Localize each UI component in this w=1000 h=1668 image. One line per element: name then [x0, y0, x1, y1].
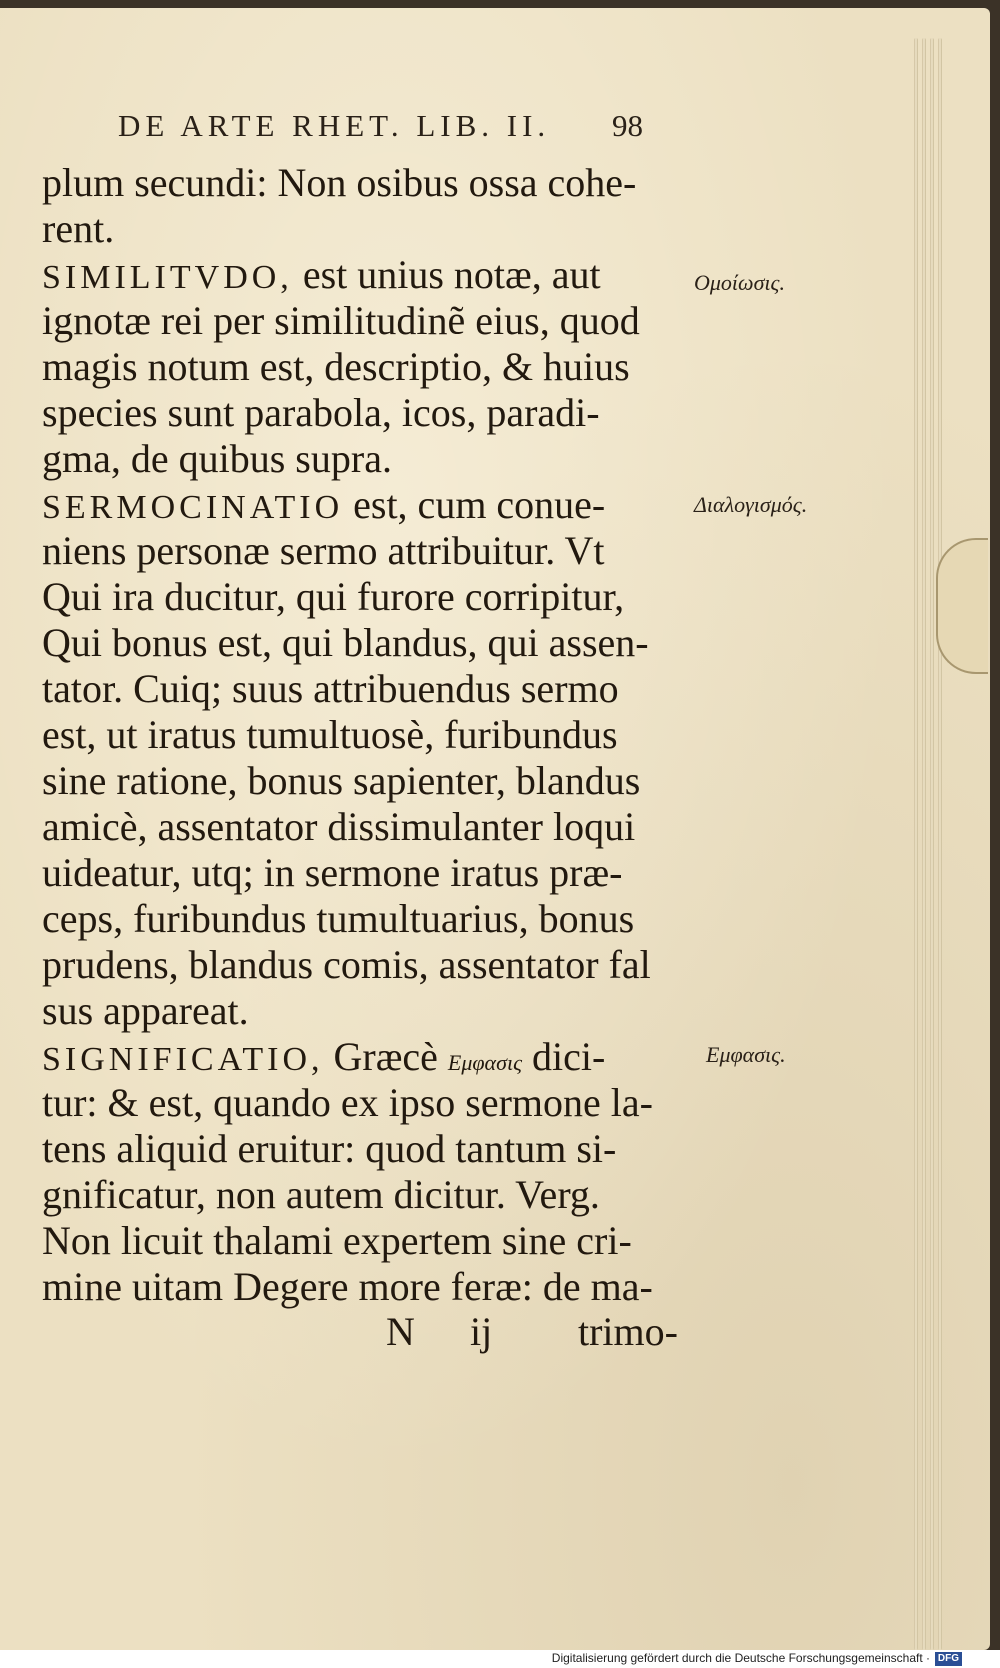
book-page [0, 8, 990, 1650]
text-line: species sunt parabola, icos, paradi- [42, 390, 600, 435]
running-head: DE ARTE RHET. LIB. II. [118, 108, 551, 143]
text-line: gnificatur, non autem dicitur. Verg. [42, 1172, 600, 1217]
signature-number: ij [470, 1309, 493, 1354]
text-line: magis notum est, descriptio, & huius [42, 344, 630, 389]
catchword: trimo- [578, 1309, 678, 1354]
text-line: gma, de quibus supra. [42, 436, 392, 481]
section-heading: SERMOCINATIO [42, 489, 344, 526]
text-line: ceps, furibundus tumultuarius, bonus [42, 896, 635, 941]
text-line: niens personæ sermo attribuitur. Vt [42, 528, 605, 573]
page-edge [938, 38, 942, 1650]
margin-note: Διαλογισμός. [694, 492, 808, 517]
footer-credit: Digitalisierung gefördert durch die Deutsche Forschungsgemeinschaft · [551, 1651, 930, 1665]
text-line: SIMILITVDO, est unius notæ, aut [42, 252, 601, 297]
text-line: tur: & est, quando ex ipso sermone la- [42, 1080, 653, 1125]
text-line: sine ratione, bonus sapienter, blandus [42, 758, 641, 803]
text-line: Qui ira ducitur, qui furore corripitur, [42, 574, 625, 619]
dfg-logo: DFG [935, 1652, 962, 1666]
margin-note: Ομοίωσις. [694, 270, 785, 295]
text-line: Non licuit thalami expertem sine cri- [42, 1218, 632, 1263]
page-edge [922, 38, 926, 1650]
text-line: plum secundi: Non osibus ossa cohe- [42, 160, 637, 205]
signature-mark: N [386, 1309, 415, 1354]
page-edge [914, 38, 918, 1650]
text-line: tator. Cuiq; suus attribuendus sermo [42, 666, 619, 711]
text-line: est, ut iratus tumultuosè, furibundus [42, 712, 618, 757]
section-heading: SIGNIFICATIO, [42, 1041, 324, 1078]
text-line: tens aliquid eruitur: quod tantum si- [42, 1126, 617, 1171]
page-edge [930, 38, 934, 1650]
text-line: SERMOCINATIO est, cum conue- [42, 482, 606, 527]
text-line: mine uitam Degere more feræ: de ma- [42, 1264, 653, 1309]
text-line: SIGNIFICATIO, Græcè Εμφασις dici- [42, 1034, 606, 1079]
text-line: sus appareat. [42, 988, 249, 1033]
text-line: Qui bonus est, qui blandus, qui assen- [42, 620, 649, 665]
text-line: uideatur, utq; in sermone iratus præ- [42, 850, 623, 895]
thumb-tab [936, 538, 988, 674]
margin-note: Εμφασις. [706, 1042, 786, 1067]
text-line: prudens, blandus comis, assentator fal [42, 942, 651, 987]
text-line: ignotæ rei per similitudinẽ eius, quod [42, 298, 640, 343]
text-line: amicè, assentator dissimulanter loqui [42, 804, 636, 849]
text-line: rent. [42, 206, 115, 251]
section-heading: SIMILITVDO, [42, 259, 293, 296]
greek-term: Εμφασις [447, 1050, 522, 1075]
digitization-footer [0, 1650, 1000, 1668]
page-number: 98 [612, 108, 643, 143]
